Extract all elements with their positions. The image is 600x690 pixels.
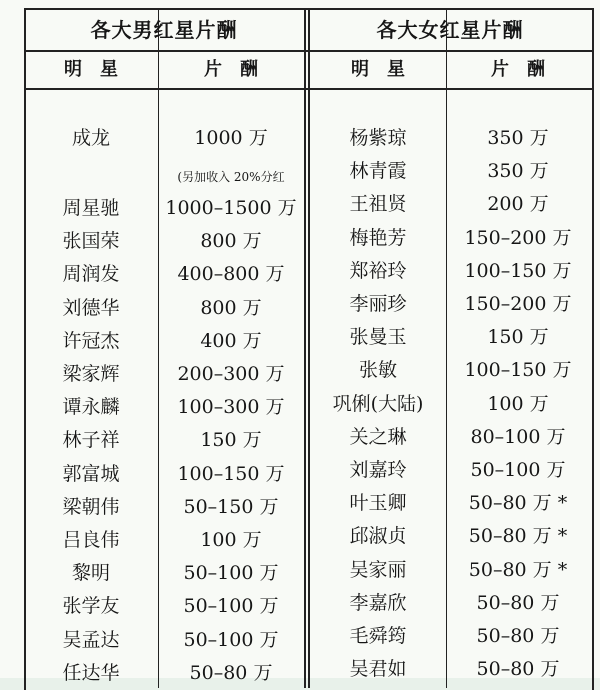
female-star-name: 吴君如 [349, 658, 407, 681]
female-star-name: 叶玉卿 [349, 492, 407, 515]
female-star-name: 李嘉欣 [349, 591, 407, 614]
female-star-fee: 350 万 [487, 160, 549, 183]
female-star-name: 吴家丽 [349, 558, 407, 581]
female-star-name: 张曼玉 [349, 326, 407, 349]
male-star-fee: 50–100 万 [183, 628, 279, 651]
female-star-name: 梅艳芳 [349, 226, 407, 249]
male-fee-header: 片 酬 [204, 59, 258, 80]
male-star-name: 谭永麟 [62, 396, 120, 419]
female-star-fee: 150–200 万 [464, 293, 572, 315]
female-fee-header: 片 酬 [491, 59, 545, 80]
female-star-name: 王祖贤 [349, 193, 407, 216]
female-star-fee: 50–100 万 [470, 459, 566, 481]
female-star-name: 林青霞 [349, 160, 407, 183]
male-star-header: 明 星 [64, 59, 118, 80]
male-star-name: 林子祥 [62, 429, 120, 452]
male-star-fee: 100–150 万 [177, 462, 285, 485]
male-star-name: 许冠杰 [62, 329, 120, 352]
male-star-name: 吴孟达 [62, 628, 120, 651]
female-star-name: 邱淑贞 [349, 525, 407, 548]
male-star-fee: 400–800 万 [177, 263, 285, 286]
male-group-title: 各大男红星片酬 [90, 18, 238, 42]
male-star-fee: 50–100 万 [183, 595, 279, 618]
male-star-name: 张国荣 [62, 230, 120, 253]
male-star-fee: 400 万 [200, 329, 262, 352]
female-star-fee: 100 万 [487, 392, 549, 415]
male-star-name: 刘德华 [62, 296, 120, 319]
female-star-name: 郑裕玲 [349, 259, 407, 282]
male-star-fee: 100–300 万 [177, 396, 285, 419]
female-star-fee: 50–80 万 [476, 658, 560, 681]
female-star-fee: 50–80 万 [476, 625, 560, 647]
female-star-fee: 100–150 万 [464, 259, 572, 282]
male-star-fee: 50–80 万 [189, 661, 273, 684]
female-star-fee: 100–150 万 [464, 359, 572, 382]
male-star-name: 黎明 [71, 562, 110, 585]
female-star-header: 明 星 [351, 59, 405, 80]
male-star-fee: 150 万 [200, 429, 262, 452]
male-star-fee: 100 万 [200, 529, 262, 551]
male-star-name: 吕良伟 [62, 529, 120, 551]
male-star-fee: 200–300 万 [177, 363, 285, 385]
male-star-name: 成龙 [71, 127, 110, 149]
female-star-fee: 350 万 [487, 127, 549, 149]
header-rule [24, 88, 592, 90]
male-star-fee: 1000 万 [194, 127, 268, 149]
male-star-name: 周星驰 [62, 197, 120, 219]
male-star-fee: 800 万 [200, 230, 262, 253]
female-star-name: 张敏 [358, 359, 397, 382]
female-star-name: 关之琳 [349, 425, 407, 448]
male-star-name: 张学友 [62, 595, 120, 618]
male-star-name: 任达华 [62, 661, 120, 684]
male-star-fee: 50–150 万 [183, 495, 279, 518]
male-star-name: 梁朝伟 [62, 495, 120, 518]
male-fee-note: (另加收入 20%分红 [177, 170, 285, 184]
female-star-fee: 50–80 万 * [468, 492, 568, 515]
female-star-fee: 50–80 万 * [468, 525, 568, 548]
female-star-name: 杨紫琼 [349, 127, 407, 149]
female-star-fee: 50–80 万 [476, 591, 560, 614]
male-star-name: 郭富城 [62, 462, 120, 485]
female-star-fee: 80–100 万 [470, 425, 566, 448]
female-star-fee: 150 万 [487, 326, 549, 349]
female-star-fee: 150–200 万 [464, 226, 572, 249]
male-star-name: 梁家辉 [62, 363, 120, 385]
female-star-name: 李丽珍 [349, 293, 407, 315]
female-star-fee: 50–80 万 * [468, 558, 568, 581]
group-divider-left [304, 8, 306, 688]
male-star-fee: 800 万 [200, 296, 262, 319]
female-star-fee: 200 万 [487, 193, 549, 216]
male-star-fee: 1000–1500 万 [165, 197, 297, 219]
female-star-name: 刘嘉玲 [349, 459, 407, 481]
male-star-fee: 50–100 万 [183, 562, 279, 585]
male-star-name: 周润发 [62, 263, 120, 286]
female-star-name: 巩俐(大陆) [332, 392, 424, 415]
female-star-name: 毛舜筠 [349, 625, 407, 647]
female-group-title: 各大女红星片酬 [376, 18, 524, 42]
